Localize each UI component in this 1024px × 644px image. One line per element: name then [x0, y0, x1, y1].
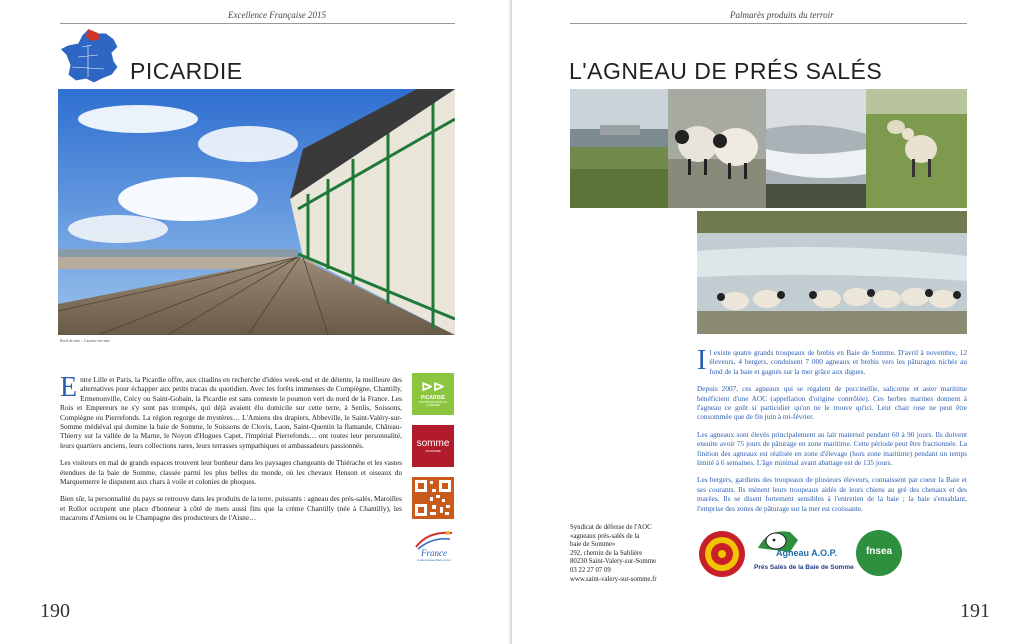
- picardie-tourism-logo: ⊳⊳ PICARDIE CÔMITÉ RÉGIONAL DU TOURISME: [412, 373, 454, 415]
- france-map-icon: [58, 27, 122, 85]
- right-page: [512, 0, 1024, 644]
- contact-phone: 03 22 27 07 09: [570, 566, 611, 574]
- grazing-sheep-photo: [866, 89, 967, 208]
- contact-website[interactable]: www.saint-valery-sur-somme.fr: [570, 575, 657, 583]
- right-paragraph-3: Les agneaux sont élevés principalement au lait maternel pendant 60 à 90 jours. Ils doivent ensuite avoir 75 jours de pâturage en zone maritime. Cette période peut être fractionnée. La finition des agneaux est réalisée en zone d'élevage (hors zone maritime) pendant un temps limité à 6 semaines. L'âge minimal avant abattage est de 135 jours.: [697, 429, 967, 468]
- contact-line: 80230 Saint-Valery-sur-Somme: [570, 558, 657, 566]
- tidal-flat-photo: [766, 89, 866, 208]
- page-number-right: 191: [960, 600, 990, 622]
- contact-line: 292, chemin de la Sablière: [570, 549, 643, 557]
- page-title-agneau: L'AGNEAU DE PRÉS SALÉS: [569, 58, 883, 84]
- running-head-right: Palmarès produits du terroir: [730, 10, 834, 20]
- aop-sub-text: Prés Salés de la Baie de Somme: [754, 564, 854, 571]
- left-body-text: [60, 372, 402, 531]
- page-number-left: 190: [40, 600, 70, 622]
- sheep-closeup-photo: [668, 89, 766, 208]
- left-paragraph-2: Les visiteurs en mal de grands espaces trouvent leur bonheur dans les paysages changeants de Thiérache et les vastes étendues de la baie de Somme, classée parmi les plus belles du monde, où les chevaux Henson et oiseaux du Marquenterre le disputent aux chars à voile et colonies de phoques.: [60, 458, 402, 487]
- baie-somme-photo: [570, 89, 668, 208]
- dropcap-e: E: [60, 372, 78, 403]
- rendezvous-en-france-logo: France rendezvousenfrance.com: [412, 527, 456, 567]
- sheep-flock-photo: [697, 211, 967, 334]
- dropcap-i: I: [697, 345, 707, 376]
- agneau-aop-logo: [754, 526, 854, 578]
- running-rule-left: [60, 23, 455, 24]
- left-paragraph-1: Entre Lille et Paris, la Picardie offre, aux citadins en recherche d'idées week-end et de détente, la meilleure des alternatives pour échapper aux petits tracas du quotidien. Avec les forêts immenses de Compiègne, Chantilly, Ermenonville, Crécy ou Saint-Gobain, la Picardie est sans conteste le poumon vert du nord de la France. Les Rois et Empereurs ne s'y sont pas trompés, qui déjà avaient élu domicile sur cette terre, à Senlis, Soissons, Compiègne ou Pierrefonds. La région regorge de mystères… L'Amiens des drapiers, Abbeville, le Saint-Valéry-sur-Somme médiéval qui domine la baie de Somme, le Soissons de Clovis, Laon, Saint-Quentin la flamande, Château-Thierry sur la vallée de la Marne, le Noyon d'Hugues Capet, l'impérial Pierrefonds… ont toutes leur personnalité, leurs quartiers anciens, leurs collections rares, leurs terrasses sympathiques et ambassadeurs passionnés.: [60, 372, 402, 450]
- page-title-picardie: PICARDIE: [130, 58, 243, 84]
- qr-code-icon[interactable]: [412, 477, 454, 519]
- right-paragraph-1: Il existe quatre grands troupeaux de brebis en Baie de Somme. D'avril à novembre, 12 éleveurs, 4 bergers, conduisent 7 000 agneaux et brebis vers les pâturages nichés au fond de la baie et gagnés sur la mer grâce aux digues.: [697, 345, 967, 376]
- aop-seal-icon: [698, 530, 746, 578]
- photo-caption: Bord de mer – Cayeux-sur-mer: [60, 338, 110, 343]
- right-body-text: [697, 345, 967, 521]
- beach-huts-photo: [58, 89, 455, 335]
- running-rule-right: [570, 23, 967, 24]
- running-head-left: Excellence Française 2015: [228, 10, 326, 20]
- fnsea-logo: fnsea: [856, 530, 902, 576]
- contact-line: «agneaux prés-salés de la: [570, 532, 640, 540]
- right-paragraph-2: Depuis 2007, ces agneaux qui se régalent de puccinellie, salicorne et aster maritime bénéficient d'une AOC (appellation d'origine contrôlée). Ces herbes marines donnent à l'agneau ce goût si particulier qu'on ne le trouve qu'ici. Leur chair rose ne peut être consommée que de fin juin à mi-février.: [697, 384, 967, 422]
- contact-block: [570, 524, 690, 584]
- aop-brand-text: Agneau A.O.P.: [776, 548, 838, 558]
- contact-line: baie de Somme»: [570, 541, 616, 549]
- somme-tourism-logo: somme TOURISME: [412, 425, 454, 467]
- left-paragraph-3: Bien sûr, la personnalité du pays se retrouve dans les produits de la terre, puissants : agneau des prés-salés, Maroilles et Rollot occupent une place d'honneur à côté de mets aussi fins que la crème Chantilly (née à Chantilly), les macarons d'Amiens ou le Champagne des producteurs de l'Aisne…: [60, 494, 402, 523]
- contact-line: Syndicat de défense de l'AOC: [570, 524, 652, 531]
- right-paragraph-4: Les bergers, gardiens des troupeaux de plusieurs éleveurs, connaissent par coeur la Baie et ses courants. Ils mènent leurs troupeaux aidés de leurs chiens au gré des chenaux et des marées. Ils se disent fortement sensibles à l'entretien de la baie ; la baie s'ensablant, l'emprise des zones de pâturage sur la mer est croissante.: [697, 475, 967, 513]
